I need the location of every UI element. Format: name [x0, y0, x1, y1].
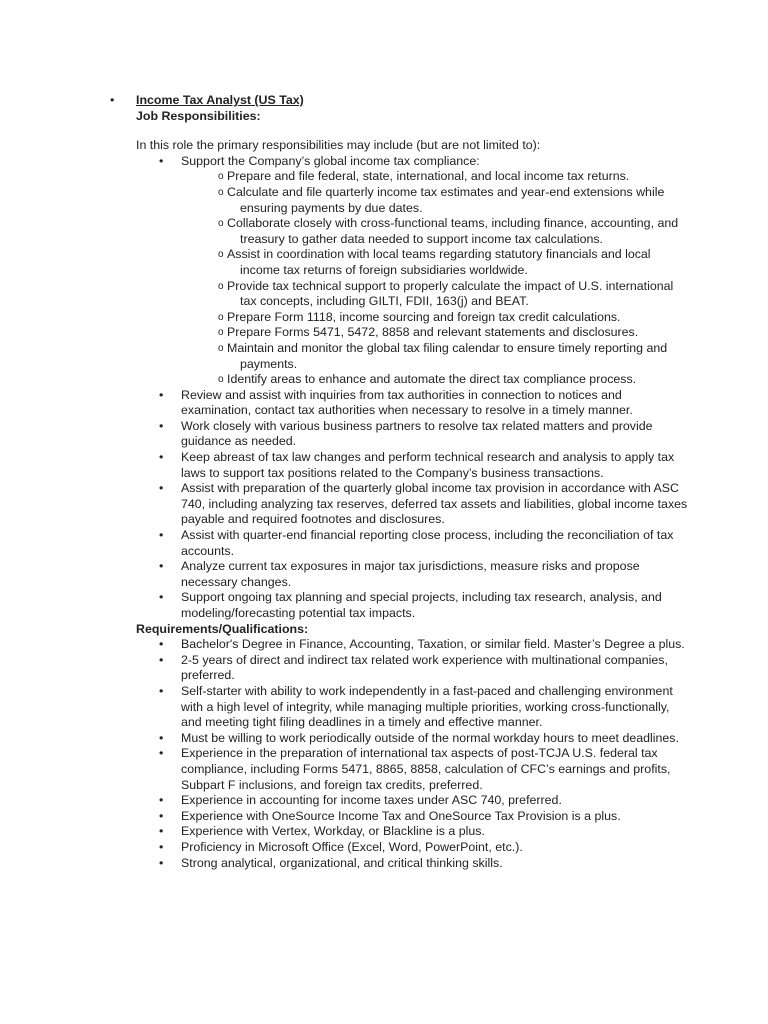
circle-bullet-icon: o	[218, 342, 224, 354]
sub-responsibility-item	[218, 169, 690, 185]
responsibility-text: Keep abreast of tax law changes and perform technical research and analysis to apply tax laws to support tax positions related to the Company’s business transactions.	[181, 450, 675, 480]
job-responsibilities-heading: Job Responsibilities:	[136, 108, 261, 123]
sub-responsibility-text: Assist in coordination with local teams regarding statutory financials and local income tax returns of foreign subsidiaries worldwide.	[227, 247, 651, 277]
requirement-item	[136, 856, 690, 872]
job-title: Income Tax Analyst (US Tax)	[136, 93, 304, 107]
sub-responsibility-item	[218, 341, 690, 372]
requirements-list	[136, 637, 690, 871]
sub-responsibility-text: Identify areas to enhance and automate the direct tax compliance process.	[227, 372, 637, 387]
intro-text: In this role the primary responsibilities may include (but are not limited to):	[136, 138, 541, 153]
sub-responsibility-text: Prepare Form 1118, income sourcing and foreign tax credit calculations.	[227, 309, 621, 324]
bullet-icon: •	[159, 481, 164, 496]
requirement-item	[136, 840, 690, 856]
responsibility-text: Support ongoing tax planning and special projects, including tax research, analysis, and modeling/forecasting potential tax impacts.	[181, 590, 662, 620]
sub-responsibility-text: Calculate and file quarterly income tax estimates and year-end extensions while ensuring payments by due dates.	[227, 184, 665, 215]
circle-bullet-icon: o	[218, 171, 224, 183]
responsibility-text: Review and assist with inquiries from tax authorities in connection to notices and examination, contact tax authorities when necessary to resolve in a timely manner.	[181, 387, 633, 418]
sub-responsibility-item	[218, 247, 690, 278]
requirement-text: Experience with OneSource Income Tax and OneSource Tax Provision is a plus.	[181, 808, 621, 823]
responsibility-item	[136, 419, 690, 450]
bullet-icon: •	[159, 559, 164, 574]
requirement-text: Must be willing to work periodically outside of the normal workday hours to meet deadlines.	[181, 730, 679, 745]
requirement-item	[136, 793, 690, 809]
requirement-item	[136, 746, 690, 793]
bullet-icon: •	[159, 808, 164, 823]
requirement-text: Bachelor's Degree in Finance, Accounting, Taxation, or similar field. Master’s Degree a plus.	[181, 637, 685, 652]
bullet-icon: •	[159, 793, 164, 808]
bullet-icon: •	[159, 153, 164, 168]
requirement-text: Experience in the preparation of international tax aspects of post-TCJA U.S. federal tax compliance, including Forms 5471, 8865, 8858, calculation of CFC’s earnings and profits, Subpart F inclusions, and foreign tax credits, preferred.	[181, 746, 671, 792]
bullet-icon: •	[159, 839, 164, 854]
sub-responsibility-item	[218, 185, 690, 216]
sub-responsibility-text: Maintain and monitor the global tax filing calendar to ensure timely reporting and payments.	[227, 340, 668, 371]
circle-bullet-icon: o	[218, 218, 224, 230]
circle-bullet-icon: o	[218, 311, 224, 323]
requirement-item	[136, 809, 690, 825]
circle-bullet-icon: o	[218, 186, 224, 198]
responsibility-text: Assist with preparation of the quarterly global income tax provision in accordance with ASC 740, including analyzing tax reserves, deferred tax assets and liabilities, global income taxes payable and required footnotes and disclosures.	[181, 481, 688, 527]
circle-bullet-icon: o	[218, 280, 224, 292]
requirements-heading: Requirements/Qualifications:	[136, 621, 309, 636]
requirement-text: Experience with Vertex, Workday, or Blackline is a plus.	[181, 824, 485, 839]
circle-bullet-icon: o	[218, 327, 224, 339]
bullet-icon: •	[159, 450, 164, 465]
job-description	[110, 93, 690, 871]
requirement-item	[136, 684, 690, 731]
responsibility-item	[136, 528, 690, 559]
sub-responsibility-item	[218, 310, 690, 326]
bullet-icon: •	[159, 855, 164, 870]
bullet-icon: •	[159, 824, 164, 839]
sub-responsibilities-list	[181, 169, 690, 387]
requirement-text: Self-starter with ability to work independently in a fast-paced and challenging environment with a high level of integrity, while managing multiple priorities, working cross-functionally, and meeting tight filing deadlines in a timely and effective manner.	[181, 683, 673, 730]
sub-responsibility-item	[218, 372, 690, 388]
sub-responsibility-item	[218, 325, 690, 341]
responsibility-item	[136, 388, 690, 419]
bullet-icon: •	[159, 683, 164, 698]
circle-bullet-icon: o	[218, 249, 224, 261]
job-posting-item	[110, 93, 690, 871]
bullet-icon: •	[159, 652, 164, 667]
requirement-text: Strong analytical, organizational, and critical thinking skills.	[181, 855, 503, 870]
responsibility-text: Assist with quarter-end financial reporting close process, including the reconciliation of tax accounts.	[181, 528, 674, 558]
bullet-icon: •	[159, 387, 164, 402]
bullet-icon: •	[159, 418, 164, 433]
responsibility-item	[136, 590, 690, 621]
bullet-icon: •	[159, 730, 164, 745]
sub-responsibility-text: Collaborate closely with cross-functional teams, including finance, accounting, and treasury to gather data needed to support income tax calculations.	[227, 216, 679, 246]
requirement-text: Proficiency in Microsoft Office (Excel, Word, PowerPoint, etc.).	[181, 839, 523, 854]
requirement-item	[136, 731, 690, 747]
responsibility-text: Work closely with various business partners to resolve tax related matters and provide guidance as needed.	[181, 418, 653, 449]
sub-responsibility-item	[218, 216, 690, 247]
responsibility-text: Analyze current tax exposures in major tax jurisdictions, measure risks and propose necessary changes.	[181, 559, 640, 589]
sub-responsibility-text: Provide tax technical support to properly calculate the impact of U.S. international tax concepts, including GILTI, FDII, 163(j) and BEAT.	[227, 278, 674, 309]
responsibility-item	[136, 154, 690, 388]
bullet-icon: •	[159, 528, 164, 543]
responsibility-item	[136, 559, 690, 590]
sub-responsibility-text: Prepare and file federal, state, international, and local income tax returns.	[227, 169, 630, 184]
responsibility-item	[136, 481, 690, 528]
bullet-icon: •	[159, 590, 164, 605]
requirement-item	[136, 637, 690, 653]
requirement-item	[136, 824, 690, 840]
responsibilities-list	[136, 154, 690, 622]
requirement-text: 2-5 years of direct and indirect tax related work experience with multinational companies, preferred.	[181, 652, 668, 683]
bullet-icon: •	[159, 637, 164, 652]
bullet-icon: •	[110, 93, 115, 107]
bullet-icon: •	[159, 746, 164, 761]
requirement-text: Experience in accounting for income taxes under ASC 740, preferred.	[181, 793, 562, 808]
sub-responsibility-item	[218, 279, 690, 310]
circle-bullet-icon: o	[218, 374, 224, 386]
responsibility-item	[136, 450, 690, 481]
requirement-item	[136, 653, 690, 684]
responsibility-text: Support the Company’s global income tax compliance:	[181, 153, 480, 168]
sub-responsibility-text: Prepare Forms 5471, 5472, 8858 and relevant statements and disclosures.	[227, 325, 639, 340]
